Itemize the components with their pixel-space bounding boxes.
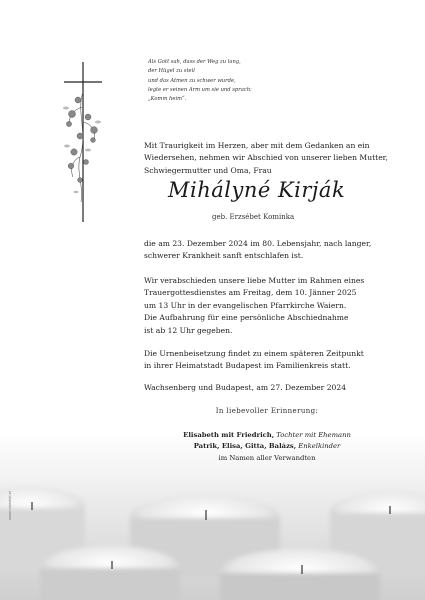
signer-role: Enkelkinder <box>298 442 341 451</box>
text-line: schwerer Krankheit sanft entschlafen ist. <box>144 251 304 261</box>
text-line: die am 23. Dezember 2024 im 80. Lebensjahr, nach langer, <box>144 239 372 248</box>
text-line: Wir verabschieden unsere liebe Mutter im Rahmen eines <box>144 276 365 285</box>
text-line: Wiedersehen, nehmen wir Abschied von unserer lieben Mutter, <box>144 153 388 163</box>
signer-names: Elisabeth mit Friedrich, <box>183 431 275 439</box>
passing-paragraph <box>144 238 390 263</box>
text-line: Die Urnenbeisetzung findet zu einem späteren Zeitpunkt <box>144 349 364 358</box>
remembrance-line: In liebevoller Erinnerung: <box>215 407 319 415</box>
text-line: ist ab 12 Uhr gegeben. <box>144 325 233 335</box>
cross-icon <box>58 62 108 222</box>
signer-names: Patrik, Elisa, Gitta, Balázs, <box>193 442 297 451</box>
text-line: Wachsenberg und Budapest, am 27. Dezember 2024 <box>144 383 347 392</box>
text-line: Trauergottesdienstes am Freitag, dem 10. Jänner 2025 <box>144 288 357 298</box>
intro-paragraph <box>144 140 390 177</box>
text-line: Die Aufbahrung für eine persönliche Abschiednahme <box>144 313 349 323</box>
signers <box>144 430 390 464</box>
text-line: Schwiegermutter und Oma, Frau <box>144 165 272 175</box>
poem-line: und das Atmen zu schwer wurde, <box>148 77 236 84</box>
text-line: in ihrer Heimatstadt Budapest im Familienkreis statt. <box>144 361 351 371</box>
signer-line <box>144 441 390 452</box>
service-paragraph <box>144 275 390 337</box>
relatives-line: im Namen aller Verwandten <box>218 453 316 462</box>
place-date <box>144 382 390 394</box>
signer-role: Tochter mit Ehemann <box>276 431 351 439</box>
flower-branch-icon <box>70 92 95 202</box>
signer-line <box>144 430 390 441</box>
website-mark: www.todesfall.at <box>8 490 12 520</box>
deceased-name: Mihályné Kirják <box>168 178 346 202</box>
candles-image <box>0 468 425 600</box>
poem-line: legte er seinen Arm um sie und sprach: <box>148 86 252 93</box>
urn-paragraph <box>144 348 390 373</box>
poem-line: „Komm heim“. <box>148 96 187 103</box>
poem <box>148 58 252 104</box>
poem-line: der Hügel zu steil <box>148 68 195 75</box>
poem-line: Als Gott sah, dass der Weg zu lang, <box>148 59 241 65</box>
text-line: um 13 Uhr in der evangelischen Pfarrkirche Waiern. <box>144 300 347 310</box>
birth-name: geb. Erzsébet Kominka <box>212 213 295 221</box>
text-line: Mit Traurigkeit im Herzen, aber mit dem Gedanken an ein <box>144 141 370 150</box>
